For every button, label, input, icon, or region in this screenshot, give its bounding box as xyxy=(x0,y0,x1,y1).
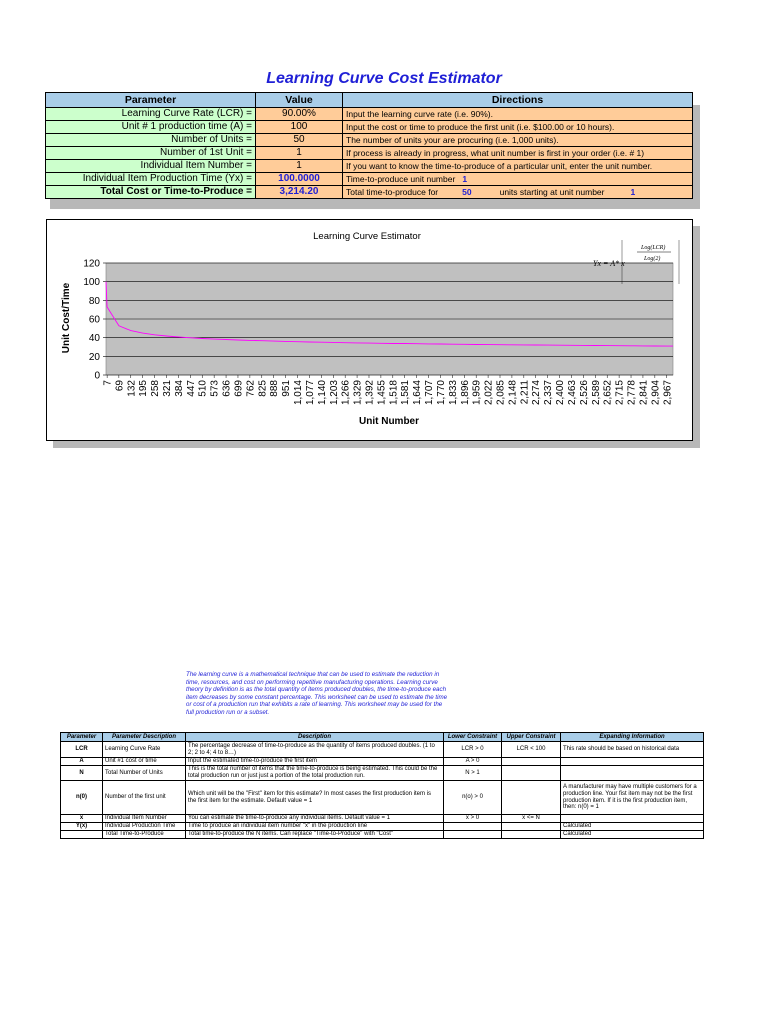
info-cell-description: Time to produce an individual item number "x" in the production line xyxy=(186,823,444,831)
x-tick-label: 2,904 xyxy=(650,380,662,406)
info-header-upper: Upper Constraint xyxy=(502,733,561,742)
x-tick-label: 447 xyxy=(185,380,197,397)
info-cell-parameter: x xyxy=(61,815,103,823)
info-cell-parameter xyxy=(61,831,103,839)
table-row xyxy=(46,134,693,147)
formula-lhs: Yx = A* x xyxy=(593,259,625,268)
info-header-lower: Lower Constraint xyxy=(444,733,502,742)
first-unit-time-direction: Input the cost or time to produce the first unit (i.e. $100.00 or 10 hours). xyxy=(343,121,693,134)
table-row xyxy=(46,147,693,160)
x-tick-label: 2,085 xyxy=(495,380,507,406)
x-tick-label: 1,203 xyxy=(328,380,340,406)
info-cell-description: Which unit will be the "First" item for this estimate? In most cases the first production item is the first item for the estimate. Default value = 1 xyxy=(186,781,444,815)
x-tick-label: 321 xyxy=(162,380,174,397)
x-tick-label: 1,014 xyxy=(293,380,305,406)
x-tick-label: 2,400 xyxy=(555,380,567,406)
x-tick-label: 1,644 xyxy=(412,380,424,406)
table-row xyxy=(61,823,704,831)
param-first-unit-number-label: Number of 1st Unit = xyxy=(46,147,256,160)
x-tick-label: 573 xyxy=(209,380,221,397)
info-cell-upper-constraint: LCR < 100 xyxy=(502,742,561,758)
info-cell-upper-constraint: x <= N xyxy=(502,815,561,823)
y-tick-label: 20 xyxy=(88,351,100,363)
intro-text: The learning curve is a mathematical technique that can be used to estimate the reduction in time, resources, and cost on performing repetitive manufacturing operations. Learning curve theory by definition is as the total quantity of items produced doubles, the time-to-produce each item decreases by some constant percentage. This worksheet can be used to estimate the time or cost of a production run that exhibits a rate of learning. This worksheet may be used for the full production run or a subset. xyxy=(186,671,448,716)
table-row xyxy=(61,831,704,839)
info-cell-lower-constraint: N > 1 xyxy=(444,766,502,781)
x-tick-label: 1,707 xyxy=(424,380,436,406)
x-tick-label: 510 xyxy=(197,380,209,397)
x-tick-label: 825 xyxy=(257,380,269,397)
info-cell-lower-constraint xyxy=(444,831,502,839)
x-tick-label: 195 xyxy=(138,380,150,397)
x-tick-label: 1,770 xyxy=(435,380,447,406)
lcr-direction: Input the learning curve rate (i.e. 90%). xyxy=(343,108,693,121)
info-cell-description: Input the estimated time-to-produce the first item xyxy=(186,758,444,766)
x-tick-label: 2,274 xyxy=(531,380,543,406)
result-item-time-label: Individual Item Production Time (Yx) = xyxy=(46,173,256,186)
x-tick-label: 1,581 xyxy=(400,380,412,406)
param-number-units-label: Number of Units = xyxy=(46,134,256,147)
info-cell-param-desc: Unit #1 cost or time xyxy=(103,758,186,766)
x-tick-label: 762 xyxy=(245,380,257,397)
y-tick-label: 120 xyxy=(83,258,100,270)
x-tick-label: 7 xyxy=(102,380,114,386)
info-cell-upper-constraint xyxy=(502,781,561,815)
x-tick-label: 1,140 xyxy=(316,380,328,406)
x-tick-label: 2,463 xyxy=(566,380,578,406)
result-item-time-direction: Time-to-produce unit number 1 xyxy=(343,173,693,186)
y-tick-label: 100 xyxy=(83,277,100,289)
info-header-expanding: Expanding Information xyxy=(561,733,704,742)
formula-exp-bottom: Log(2) xyxy=(644,256,661,262)
info-cell-description: Total time-to-produce the N items. Can replace "Time-to-Produce" with "Cost" xyxy=(186,831,444,839)
table-row xyxy=(46,173,693,186)
x-tick-label: 132 xyxy=(126,380,138,397)
table-row xyxy=(61,742,704,758)
info-table xyxy=(60,732,704,839)
item-number-direction: If you want to know the time-to-produce of a particular unit, enter the unit number. xyxy=(343,160,693,173)
x-tick-label: 2,589 xyxy=(590,380,602,406)
info-cell-parameter: LCR xyxy=(61,742,103,758)
info-cell-parameter: Y(x) xyxy=(61,823,103,831)
x-tick-label: 699 xyxy=(233,380,245,397)
x-tick-label: 258 xyxy=(150,380,162,397)
x-tick-label: 2,526 xyxy=(578,380,590,406)
x-tick-label: 2,715 xyxy=(614,380,626,406)
info-cell-lower-constraint xyxy=(444,823,502,831)
header-value: Value xyxy=(256,93,343,108)
learning-curve-chart xyxy=(47,220,692,440)
chart-title: Learning Curve Estimator xyxy=(313,231,421,242)
y-axis-label: Unit Cost/Time xyxy=(61,282,72,354)
header-directions: Directions xyxy=(343,93,693,108)
x-tick-label: 1,518 xyxy=(388,380,400,406)
info-cell-parameter: N xyxy=(61,766,103,781)
info-cell-parameter: A xyxy=(61,758,103,766)
x-tick-label: 2,022 xyxy=(483,380,495,406)
x-tick-label: 2,841 xyxy=(638,380,650,406)
x-tick-label: 2,967 xyxy=(662,380,674,406)
x-tick-label: 888 xyxy=(269,380,281,397)
table-row xyxy=(46,121,693,134)
x-tick-label: 1,959 xyxy=(471,380,483,406)
formula-exp-top: Log(LCR) xyxy=(641,245,666,251)
result-item-time-value: 100.0000 xyxy=(256,173,343,186)
info-cell-lower-constraint: n(o) > 0 xyxy=(444,781,502,815)
info-cell-upper-constraint xyxy=(502,758,561,766)
info-cell-description: This is the total number of items that the time-to-produce is being estimated. This could be the total production run or just just a portion of the total production run. xyxy=(186,766,444,781)
table-row xyxy=(46,160,693,173)
x-tick-label: 384 xyxy=(173,380,185,397)
x-tick-label: 1,896 xyxy=(459,380,471,406)
table-row xyxy=(46,186,693,199)
page-title: Learning Curve Cost Estimator xyxy=(266,70,502,87)
y-tick-label: 80 xyxy=(88,295,100,307)
info-header-description: Description xyxy=(186,733,444,742)
param-item-number-label: Individual Item Number = xyxy=(46,160,256,173)
info-cell-expanding-info xyxy=(561,815,704,823)
info-cell-param-desc: Individual Production Time xyxy=(103,823,186,831)
table-row xyxy=(61,781,704,815)
info-cell-expanding-info: Calculated xyxy=(561,823,704,831)
table-row xyxy=(46,108,693,121)
info-cell-upper-constraint xyxy=(502,831,561,839)
table-row xyxy=(61,766,704,781)
y-tick-label: 40 xyxy=(88,333,100,345)
info-cell-expanding-info: A manufacturer may have multiple customers for a production line. Your fist item may not be the first production item. If it is the first production item, then: n(0) = 1 xyxy=(561,781,704,815)
x-tick-label: 951 xyxy=(281,380,293,397)
table-row xyxy=(61,815,704,823)
first-unit-number-direction: If process is already in progress, what unit number is first in your order (i.e. # 1) xyxy=(343,147,693,160)
x-tick-label: 2,652 xyxy=(602,380,614,406)
info-cell-param-desc: Learning Curve Rate xyxy=(103,742,186,758)
x-tick-label: 636 xyxy=(221,380,233,397)
info-cell-lower-constraint: x > 0 xyxy=(444,815,502,823)
result-total-value: 3,214.20 xyxy=(256,186,343,199)
x-tick-label: 1,266 xyxy=(340,380,352,406)
info-cell-expanding-info xyxy=(561,758,704,766)
table-row xyxy=(61,758,704,766)
info-cell-upper-constraint xyxy=(502,766,561,781)
y-tick-label: 60 xyxy=(88,314,100,326)
info-cell-upper-constraint xyxy=(502,823,561,831)
info-cell-description: The percentage decrease of time-to-produce as the quantity of items produced doubles. (1 to 2; 2 to 4; 4 to 8…) xyxy=(186,742,444,758)
param-lcr-label: Learning Curve Rate (LCR) = xyxy=(46,108,256,121)
header-parameter: Parameter xyxy=(46,93,256,108)
info-cell-param-desc: Individual Item Number xyxy=(103,815,186,823)
info-cell-parameter: n(0) xyxy=(61,781,103,815)
result-total-direction: Total time-to-produce for 50 units starting at unit number 1 xyxy=(343,186,693,199)
info-cell-lower-constraint: LCR > 0 xyxy=(444,742,502,758)
x-tick-label: 1,077 xyxy=(304,380,316,406)
result-total-label: Total Cost or Time-to-Produce = xyxy=(46,186,256,199)
lcr-input[interactable]: 90.00% xyxy=(256,108,343,121)
number-units-input[interactable]: 50 xyxy=(256,134,343,147)
info-header-parameter: Parameter xyxy=(61,733,103,742)
info-header-param-desc: Parameter Description xyxy=(103,733,186,742)
param-first-unit-time-label: Unit # 1 production time (A) = xyxy=(46,121,256,134)
x-axis-label: Unit Number xyxy=(359,416,419,427)
x-tick-label: 2,778 xyxy=(626,380,638,406)
x-tick-label: 1,392 xyxy=(364,380,376,406)
y-tick-label: 0 xyxy=(94,370,100,382)
x-tick-label: 2,337 xyxy=(543,380,555,406)
number-units-direction: The number of units your are procuring (i.e. 1,000 units). xyxy=(343,134,693,147)
info-cell-expanding-info xyxy=(561,766,704,781)
x-tick-label: 1,833 xyxy=(447,380,459,406)
x-tick-label: 1,329 xyxy=(352,380,364,406)
first-unit-number-input[interactable]: 1 xyxy=(256,147,343,160)
info-cell-param-desc: Number of the first unit xyxy=(103,781,186,815)
chart-area xyxy=(46,219,693,441)
info-cell-description: You can estimate the time-to-produce any individual items. Default value = 1 xyxy=(186,815,444,823)
first-unit-time-input[interactable]: 100 xyxy=(256,121,343,134)
x-tick-label: 69 xyxy=(114,380,126,392)
info-cell-expanding-info: Calculated xyxy=(561,831,704,839)
x-tick-label: 2,148 xyxy=(507,380,519,406)
info-cell-expanding-info: This rate should be based on historical data xyxy=(561,742,704,758)
info-cell-param-desc: Total Time-to-Produce xyxy=(103,831,186,839)
x-tick-label: 2,211 xyxy=(519,380,531,405)
info-cell-lower-constraint: A > 0 xyxy=(444,758,502,766)
item-number-input[interactable]: 1 xyxy=(256,160,343,173)
x-tick-label: 1,455 xyxy=(376,380,388,406)
parameter-table xyxy=(45,92,693,199)
info-cell-param-desc: Total Number of Units xyxy=(103,766,186,781)
